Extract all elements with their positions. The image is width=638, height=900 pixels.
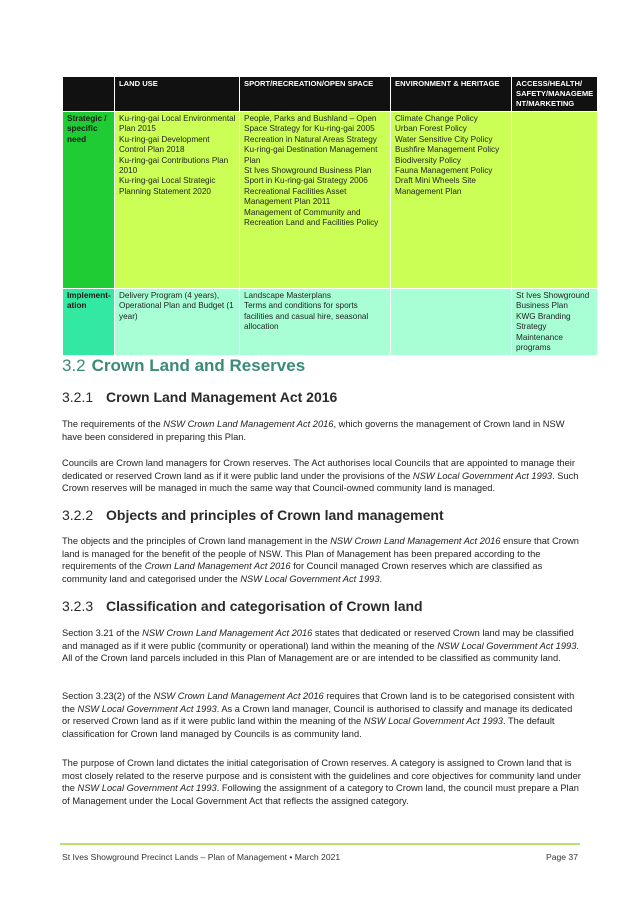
table-cell: [391, 289, 512, 356]
cell-entry: St Ives Showground Business Plan: [244, 166, 372, 176]
paragraph: [62, 757, 582, 807]
table-header-cell: LAND USE: [115, 77, 240, 112]
act-citation: NSW Crown Land Management Act 2016: [163, 419, 334, 429]
act-citation: NSW Local Government Act 1993: [77, 703, 217, 714]
cell-entry: Bushfire Management Policy: [395, 145, 500, 155]
subsection-heading-3-2-3: [62, 598, 423, 614]
row-label: Implement-ation: [63, 289, 115, 356]
text-run: . As a Crown land manager, Council is authorised to classify and manage its dedicated or reserved Crown land as if it were public land within the meaning of the: [62, 703, 573, 727]
cell-entry: Recreation in Natural Areas Strategy: [244, 134, 377, 144]
text-run: , which governs the management of Crown land in NSW have been considered in preparing this Plan.: [62, 419, 565, 442]
act-citation: NSW Local Government Act 1993: [77, 783, 217, 794]
text-run: ensure that Crown land is managed for the benefit of the people of NSW. This Plan of Management has been prepared according to the requirements of the: [62, 536, 579, 572]
footer-page-number: Page 37: [545, 852, 578, 862]
subsection-number: 3.2.2: [62, 507, 94, 523]
table-header-row: [63, 77, 598, 112]
section-heading: [62, 356, 305, 376]
cell-entry: Landscape Masterplans: [244, 291, 331, 300]
text-run: requires that Crown land is to be categorised consistent with the: [62, 691, 575, 714]
cell-entry: Management of Community and Recreation Land and Facilities Policy: [244, 207, 379, 228]
footer-divider: [60, 843, 580, 845]
table-cell: [240, 112, 391, 289]
text-run: states that dedicated or reserved Crown land may be classified and managed as if it were public (community or operational) land within the meaning of the: [62, 628, 574, 651]
text-run: The requirements of the: [62, 419, 164, 429]
text-run: The objects and the principles of Crown land management in the: [62, 536, 331, 546]
text-run: Section 3.23(2) of the: [62, 691, 154, 701]
section-title: Crown Land and Reserves: [91, 356, 306, 375]
cell-entry: People, Parks and Bushland – Open Space Strategy for Ku-ring-gai 2005: [244, 114, 377, 134]
footer-document-title: St Ives Showground Precinct Lands – Plan of Management • March 2021: [62, 852, 341, 862]
act-citation: Crown Land Management Act 2016: [144, 561, 291, 572]
row-label: Strategic / specific need: [63, 112, 115, 289]
text-run: Section 3.21 of the: [62, 628, 143, 638]
text-run: Councils are Crown land managers for Crown reserves. The Act authorises local Councils that are appointed to manage their dedicated or reserved Crown land as if it were public land under the provisions of the: [62, 458, 575, 481]
subsection-number: 3.2.3: [62, 598, 94, 614]
table-header-cell: ENVIRONMENT & HERITAGE: [391, 77, 512, 112]
section-number: 3.2: [62, 356, 86, 375]
text-run: . All of the Crown land parcels included in this Plan of Management are or are intended to be classified as community land.: [62, 640, 579, 664]
paragraph: [62, 690, 582, 740]
table-header-corner: [63, 77, 115, 112]
cell-entry: Urban Forest Policy: [395, 124, 467, 134]
text-run: . The default classification for Crown land managed by Councils is as community land.: [62, 716, 555, 739]
cell-entry: Ku-ring-gai Local Environmental Plan 2015: [119, 114, 236, 134]
text-run: .: [379, 573, 383, 584]
act-citation: NSW Crown Land Management Act 2016: [142, 628, 313, 638]
text-run: The purpose of Crown land dictates the initial categorisation of Crown reserves. A category is assigned to Crown land that is most closely related to the reserve purpose and is consistent with the guidelines and core objectives for community land under the: [62, 758, 581, 794]
act-citation: NSW Local Government Act 1993: [363, 716, 503, 727]
cell-entry: Climate Change Policy: [395, 114, 478, 123]
subsection-heading-3-2-2: [62, 507, 444, 523]
subsection-title: Crown Land Management Act 2016: [106, 389, 338, 405]
act-citation: NSW Crown Land Management Act 2016: [153, 691, 324, 701]
text-run: . Such Crown reserves will be managed in much the same way that Council-owned community land is managed.: [62, 470, 579, 494]
cell-entry: Sport in Ku-ring-gai Strategy 2006: [244, 176, 368, 186]
act-citation: NSW Local Government Act 1993: [240, 573, 380, 584]
text-run: . Following the assignment of a category to Crown land, the council must prepare a Plan of Management under the Local Government Act that reflects the assigned category.: [62, 783, 579, 806]
act-citation: NSW Crown Land Management Act 2016: [330, 536, 501, 546]
subsection-title: Classification and categorisation of Crown land: [106, 598, 423, 614]
cell-entry: KWG Branding Strategy: [516, 311, 571, 332]
table-cell: [512, 289, 598, 356]
table-row-strategic: [63, 112, 598, 289]
table-header-cell: SPORT/RECREATION/OPEN SPACE: [240, 77, 391, 112]
cell-entry: Recreational Facilities Asset Management Plan 2011: [244, 186, 347, 207]
subsection-heading-3-2-1: [62, 389, 337, 405]
paragraph: [62, 627, 582, 665]
cell-entry: Biodiversity Policy: [395, 155, 461, 165]
cell-entry: Terms and conditions for sports facilities and casual hire, seasonal allocation: [244, 301, 369, 332]
act-citation: NSW Local Government Act 1993: [437, 640, 577, 651]
cell-entry: Water Sensitive City Policy: [395, 134, 493, 144]
table-cell: [512, 112, 598, 289]
cell-entry: Fauna Management Policy: [395, 166, 493, 176]
cell-entry: Ku-ring-gai Contributions Plan 2010: [119, 155, 229, 176]
paragraph: [62, 418, 582, 443]
table-row-implementation: [63, 289, 598, 356]
plan-framework-table: [62, 76, 598, 356]
table-cell: [391, 112, 512, 289]
paragraph: [62, 457, 582, 495]
cell-entry: Maintenance programs: [516, 332, 563, 353]
subsection-number: 3.2.1: [62, 389, 94, 405]
cell-entry: Ku-ring-gai Destination Management Plan: [244, 145, 378, 165]
act-citation: NSW Local Government Act 1993: [412, 470, 553, 481]
text-run: for Council managed Crown reserves which are classified as community land and categorised under the: [62, 561, 543, 584]
cell-entry: Ku-ring-gai Local Strategic Planning Statement 2020: [119, 176, 216, 196]
subsection-title: Objects and principles of Crown land management: [106, 507, 444, 523]
cell-entry: Draft Mini Wheels Site Management Plan: [395, 176, 476, 196]
cell-entry: Delivery Program (4 years), Operational Plan and Budget (1 year): [119, 291, 234, 321]
cell-entry: St Ives Showground Business Plan: [516, 291, 590, 311]
cell-entry: Ku-ring-gai Development Control Plan 2018: [119, 134, 210, 155]
table-cell: [115, 112, 240, 289]
table-cell: [240, 289, 391, 356]
table-cell: [115, 289, 240, 356]
paragraph: [62, 535, 582, 585]
table-header-cell: ACCESS/HEALTH/ SAFETY/MANAGEME NT/MARKETING: [512, 77, 598, 112]
